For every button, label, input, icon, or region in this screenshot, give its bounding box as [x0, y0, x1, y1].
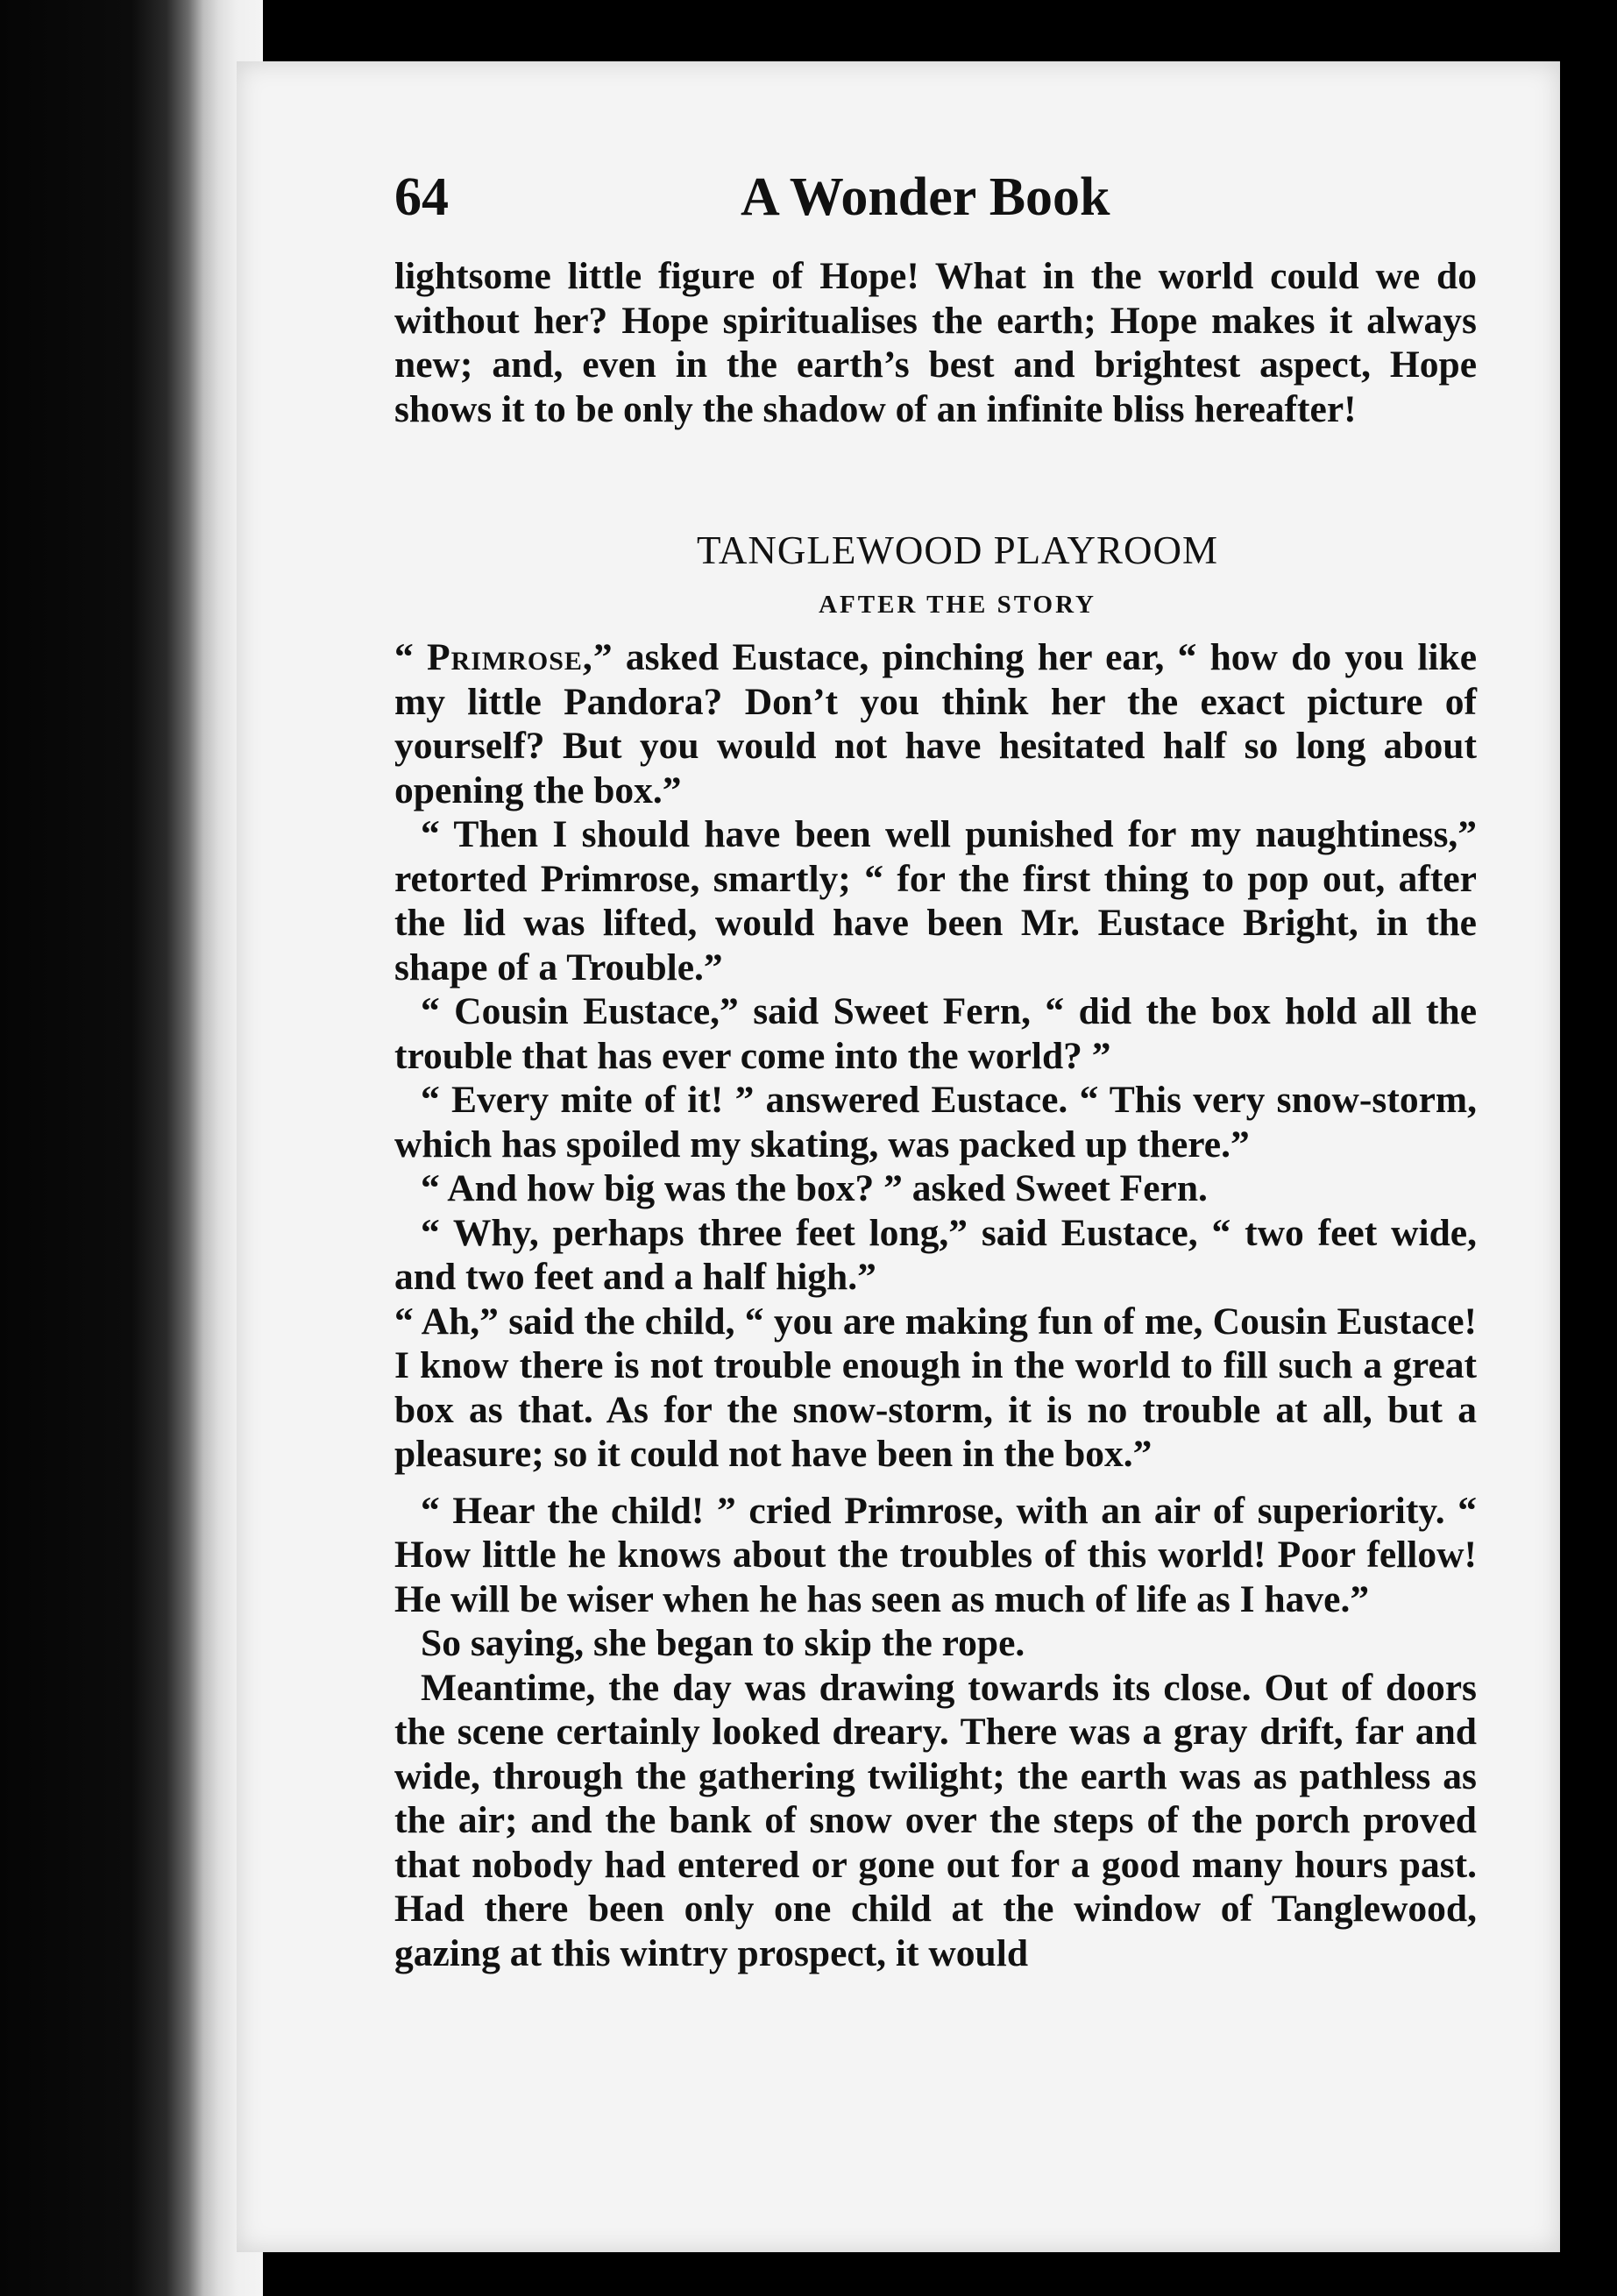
paragraph-1-open-quote: “ [394, 636, 428, 678]
paragraph-4: “ Every mite of it! ” answered Eustace. “ This very snow-storm, which has spoiled my skating, was packed up there.” [394, 1079, 1477, 1166]
paragraph-1-text: ” asked Eustace, pinching her ear, “ how do you like my little Pandora? Don’t you think her the exact picture of yourself? But you would not have hesitated half so long about opening the box.” [394, 636, 1478, 811]
paragraph-8: “ Hear the child! ” cried Primrose, with an air of superiority. “ How little he knows about the troubles of this world! Poor fellow! He will be wiser when he has seen as much of life as I have.” [394, 1489, 1477, 1620]
section-subtitle: AFTER THE STORY [819, 591, 1096, 619]
paragraph-2: “ Then I should have been well punished for my naughtiness,” retorted Primrose, smartly; “ for the first thing to pop out, after the lid was lifted, would have been Mr. Eustace Bright, in the shape of a Trouble.” [394, 813, 1477, 989]
paragraph-9: So saying, she began to skip the rope. [421, 1622, 1025, 1664]
book-title: A Wonder Book [741, 167, 1110, 227]
paragraph-6: “ Why, perhaps three feet long,” said Eustace, “ two feet wide, and two feet and a half high.” [394, 1211, 1477, 1298]
paragraph-1 [394, 635, 1477, 812]
section-title: TANGLEWOOD PLAYROOM [697, 528, 1218, 572]
paragraph-7: “ Ah,” said the child, “ you are making fun of me, Cousin Eustace! I know there is not trouble enough in the world to fill such a great box as that. As for the snow-storm, it is no trouble at all, but a pleasure; so it could not have been in the box.” [394, 1300, 1477, 1475]
paragraph-3: “ Cousin Eustace,” said Sweet Fern, “ did the box hold all the trouble that has ever come into the world? ” [394, 990, 1477, 1077]
paragraph-gap [394, 1477, 1477, 1489]
book-page [237, 61, 1560, 2252]
page-content [394, 167, 1477, 1975]
scan-binding-shadow [0, 0, 263, 2296]
paragraph-1-lead: Primrose, [427, 636, 593, 678]
running-head [394, 167, 1477, 254]
page-number: 64 [394, 167, 449, 227]
opening-paragraph: lightsome little figure of Hope! What in the world could we do without her? Hope spiritualises the earth; Hope makes it always new; and, even in the earth’s best and brightest aspect, Hope shows it to be only the shadow of an infinite bliss hereafter! [394, 255, 1477, 430]
paragraph-10: Meantime, the day was drawing towards its close. Out of doors the scene certainly looked dreary. There was a gray drift, far and wide, through the gathering twilight; the earth was as pathless as the air; and the bank of snow over the steps of the porch proved that nobody had entered or gone out for a good many hours past. Had there been only one child at the window of Tanglewood, gazing at this wintry prospect, it would [394, 1666, 1477, 1974]
paragraph-5: “ And how big was the box? ” asked Sweet Fern. [421, 1167, 1208, 1209]
scan-right-edge [1556, 0, 1617, 2296]
